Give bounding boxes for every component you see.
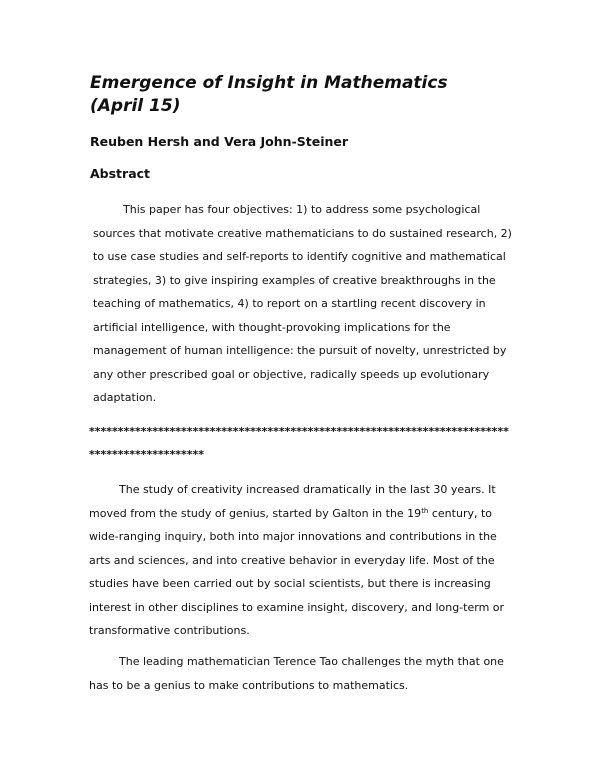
body-paragraph-2: The leading mathematician Terence Tao challenges the myth that one has to be a genius to make contributions to mathematics. (89, 655, 504, 692)
superscript-th: th (421, 506, 429, 515)
body-paragraph-1-text-a: The study of creativity increased dramatically in the last 30 years. It moved from the study of genius, started by Galton in the 19 (89, 483, 496, 520)
abstract-text: This paper has four objectives: 1) to address some psychological sources that motivate creative mathematicians to do sustained research, 2) to use case studies and self-reports to identify cognitive and mathematical strategies, 3) to give inspiring examples of creative breakthroughs in the teaching of mathematics, 4) to report on a startling recent discovery in artificial intelligence, with thought-provoking implications for the management of human intelligence: the pursuit of novelty, unrestricted by any other prescribed goal or objective, radically speeds up evolutionary adaptation. (93, 203, 512, 404)
body-paragraph-1-text-b: century, to wide-ranging inquiry, both into major innovations and contributions in the arts and sciences, and into creative behavior in everyday life. Most of the studies have been carried out by social scientists, but there is increasing interest in other disciplines to examine insight, discovery, and long-term or transformative contributions. (89, 506, 505, 637)
title-line-2: (April 15) (90, 96, 181, 116)
authors: Reuben Hersh and Vera John-Steiner (90, 134, 349, 149)
paper-title (90, 72, 448, 118)
title-line-1: Emergence of Insight in Mathematics (90, 73, 448, 93)
separator-line: ********************************************************************************************* (89, 425, 509, 461)
body-paragraph-1 (89, 478, 509, 643)
abstract-heading: Abstract (90, 166, 151, 181)
